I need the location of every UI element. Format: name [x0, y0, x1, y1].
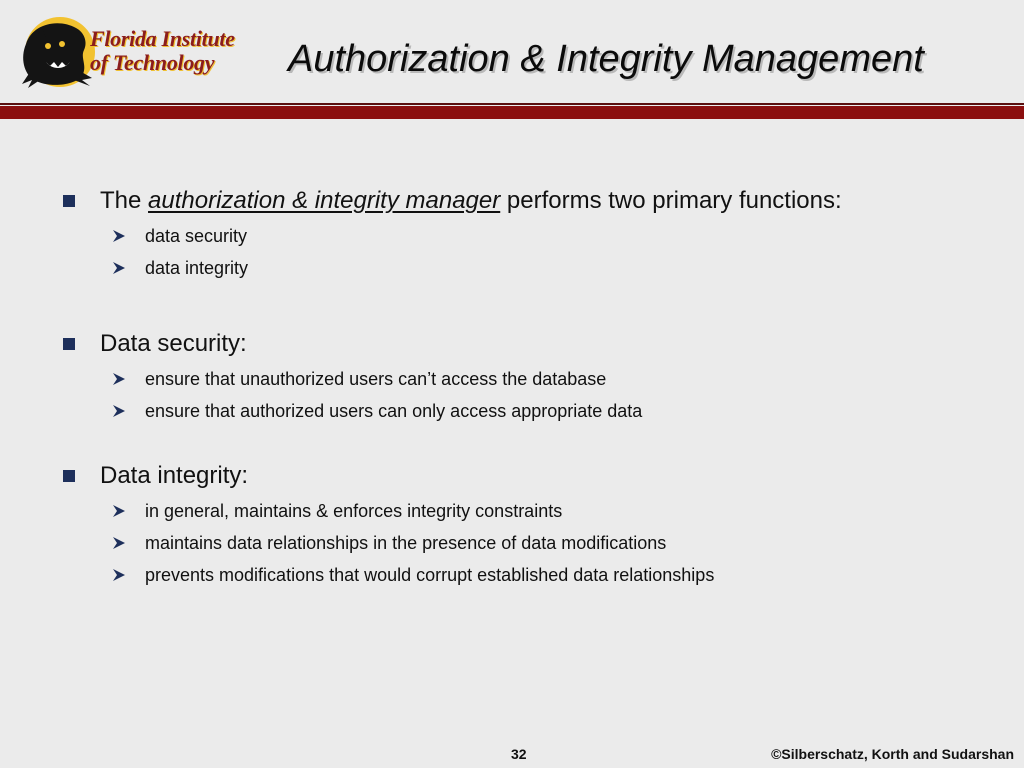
arrow-bullet-icon — [112, 536, 126, 550]
sub-bullet: ensure that unauthorized users can’t access the database — [145, 369, 607, 389]
arrow-bullet-icon — [112, 261, 126, 275]
bullet-data-integrity: Data integrity: — [100, 462, 249, 489]
logo-text-line1: Florida Institute — [90, 26, 235, 51]
header-rule-shadow — [0, 103, 1024, 105]
square-bullet-icon — [63, 195, 75, 207]
square-bullet-icon — [63, 338, 75, 350]
sub-bullet: data integrity — [145, 258, 249, 278]
bullet-text-post: performs two primary functions: — [500, 187, 842, 214]
sub-bullet: ensure that authorized users can only access appropriate data — [145, 401, 643, 421]
sub-bullet: prevents modifications that would corrupt established data relationships — [145, 565, 715, 585]
fit-logo — [18, 14, 254, 90]
sub-bullet: data security — [145, 226, 248, 246]
copyright-notice: ©Silberschatz, Korth and Sudarshan — [771, 746, 1014, 762]
arrow-bullet-icon — [112, 568, 126, 582]
bullet-authorization-manager — [100, 187, 842, 215]
arrow-bullet-icon — [112, 229, 126, 243]
emphasized-term: authorization & integrity manager — [148, 187, 501, 214]
logo-text-line2: of Technology — [90, 50, 215, 75]
slide-title: Authorization & Integrity Management — [288, 38, 924, 80]
slide-header — [0, 0, 1024, 106]
sub-bullet: in general, maintains & enforces integrity constraints — [145, 501, 563, 521]
panther-icon — [18, 14, 98, 90]
bullet-data-security: Data security: — [100, 330, 247, 357]
page-number: 32 — [511, 746, 527, 762]
arrow-bullet-icon — [112, 504, 126, 518]
arrow-bullet-icon — [112, 404, 126, 418]
header-rule — [0, 106, 1024, 119]
square-bullet-icon — [63, 470, 75, 482]
arrow-bullet-icon — [112, 372, 126, 386]
sub-bullet: maintains data relationships in the presence of data modifications — [145, 533, 667, 553]
bullet-text-pre: The — [100, 187, 149, 214]
